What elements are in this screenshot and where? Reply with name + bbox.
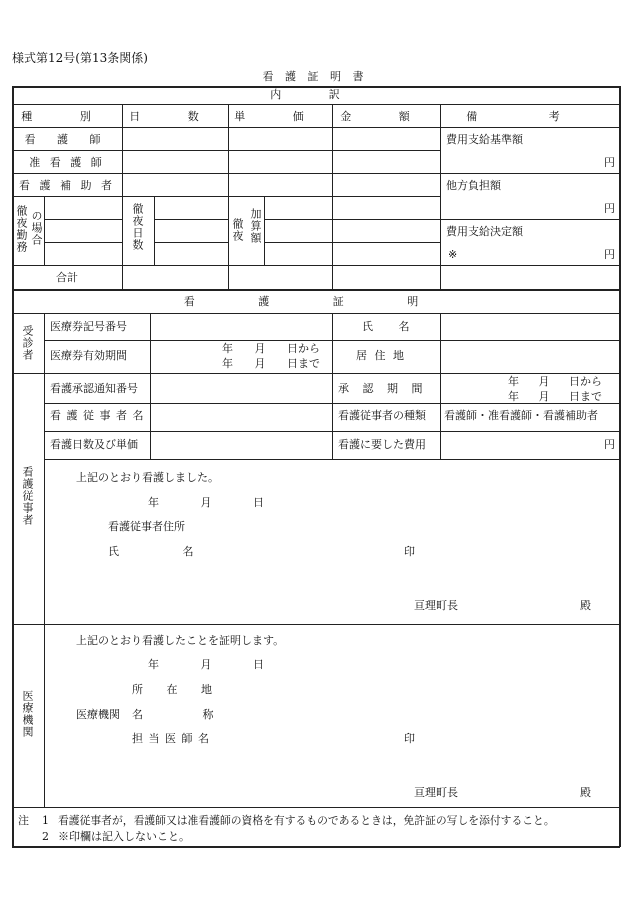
night-duty-case: の場合 (30, 210, 43, 246)
period-until: 年 月 日まで (508, 390, 602, 403)
approval-number-label: 看護承認通知番号 (50, 382, 138, 395)
staff-address-label: 看護従事者住所 (108, 520, 185, 533)
remarks-other: 他方負担額 (446, 179, 501, 192)
note-1: 看護従事者が，看護師又は准看護師の資格を有するものであるときは，免許証の写しを添付すること。 (58, 814, 555, 827)
note-2-number: 2 (42, 830, 49, 843)
institution-seal: 印 (404, 732, 415, 745)
breakdown-title: 内 訳 (270, 88, 362, 101)
row-aide: 看 護 補 助 者 (19, 179, 115, 192)
night-duty-label: 徹夜勤務 (15, 205, 28, 253)
staff-seal: 印 (404, 545, 415, 558)
night-days-label: 徹夜日数 (131, 203, 144, 251)
cost-label: 看護に要した費用 (338, 438, 426, 451)
staff-statement: 上記のとおり看護しました。 (76, 471, 219, 484)
col-days: 日 数 (129, 110, 221, 123)
location-label: 所 在 地 (132, 683, 212, 696)
form-number: 様式第12号(第13条関係) (12, 51, 148, 65)
night-surcharge-label: 加算額 (249, 208, 262, 244)
inst-name-label: 名 称 (132, 708, 214, 721)
yen-1: 円 (604, 156, 615, 169)
institution-addressee: 亘理町長 (414, 786, 458, 799)
institution-date: 年 月 日 (148, 658, 264, 671)
staff-name-field: 氏 名 (108, 545, 194, 558)
col-unit: 単 価 (234, 110, 326, 123)
row-nurse: 看 護 師 (24, 133, 110, 146)
remarks-mark: ※ (448, 248, 458, 261)
note-1-number: 1 (42, 814, 49, 827)
col-amount: 金 額 (340, 110, 432, 123)
inst-label: 医療機関 (76, 708, 120, 721)
note-2: ※印欄は記入しないこと。 (58, 830, 190, 843)
remarks-decided: 費用支給決定額 (446, 225, 523, 238)
staff-label: 看護従事者 (21, 466, 34, 526)
staff-addressee: 亘理町長 (414, 599, 458, 612)
staff-type-value: 看護師・准看護師・看護補助者 (444, 409, 598, 422)
patient-name-label: 氏 名 (362, 320, 410, 333)
card-validity-label: 医療券有効期間 (50, 349, 127, 362)
staff-date: 年 月 日 (148, 496, 264, 509)
col-type: 種 別 (21, 110, 113, 123)
approval-period-label: 承 認 期 間 (338, 382, 423, 395)
yen-cost: 円 (604, 438, 615, 451)
staff-name-label: 看 護 従 事 者 名 (50, 409, 145, 422)
col-remarks: 備 考 (466, 110, 594, 123)
night-label: 徹夜 (231, 218, 244, 242)
period-from: 年 月 日から (508, 375, 602, 388)
patient-label: 受診者 (21, 325, 34, 361)
notes-label: 注 (18, 814, 29, 827)
institution-statement: 上記のとおり看護したことを証明します。 (76, 634, 285, 647)
patient-address-label: 居 住 地 (356, 349, 406, 362)
staff-honorific: 殿 (580, 599, 591, 612)
institution-label: 医療機関 (21, 690, 34, 738)
page-title: 看 護 証 明 書 (262, 70, 368, 83)
validity-from: 年 月 日から (222, 342, 320, 355)
remarks-standard: 費用支給基準額 (446, 133, 523, 146)
institution-honorific: 殿 (580, 786, 591, 799)
yen-3: 円 (604, 248, 615, 261)
card-number-label: 医療券記号番号 (50, 320, 127, 333)
staff-type-label: 看護従事者の種類 (338, 409, 426, 422)
days-unit-label: 看護日数及び単価 (50, 438, 138, 451)
row-assoc-nurse: 准 看 護 師 (29, 156, 105, 169)
certification-title: 看 護 証 明 (183, 295, 449, 308)
validity-until: 年 月 日まで (222, 357, 320, 370)
doctor-label: 担 当 医 師 名 (132, 732, 210, 745)
yen-2: 円 (604, 202, 615, 215)
row-total: 合計 (56, 271, 78, 284)
